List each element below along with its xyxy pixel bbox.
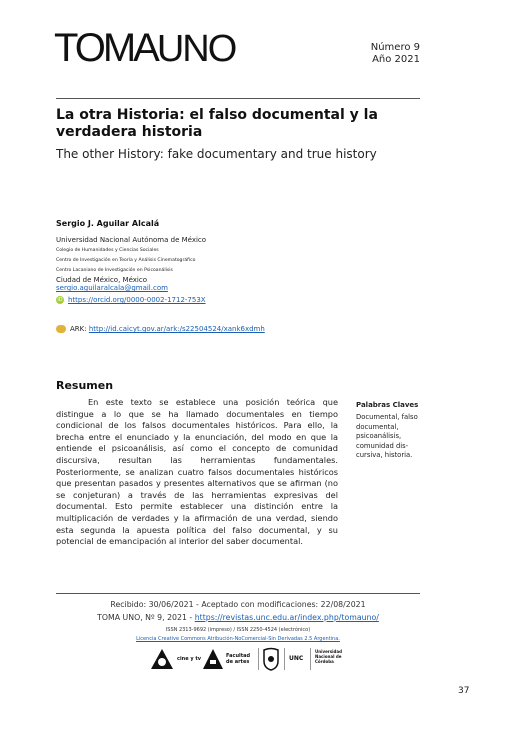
logo-artes-label: Facultad de artes bbox=[226, 653, 251, 665]
abstract-heading: Resumen bbox=[56, 379, 114, 392]
issn-line: ISSN 2313-9692 (impreso) / ISSN 2250-4524 (electrónico) bbox=[165, 627, 311, 633]
journal-logo: TOMAUNO bbox=[54, 26, 236, 70]
journal-citation: TOMA UNO, Nº 9, 2021 - https://revistas.unc.edu.ar/index.php/tomauno/ bbox=[97, 613, 379, 622]
author-affiliation-3: Centro Lacaniano de Investigación en Psicoanálisis bbox=[56, 268, 173, 273]
article-title: La otra Historia: el falso documental y la verdadera historia bbox=[56, 107, 378, 140]
footer-divider bbox=[56, 593, 420, 594]
abstract-text: En este texto se establece una posición teórica que distingue a lo que se ha llamado documentales en tiempo condicional de los falsos documentales históricos. Para ello, la brecha entre el enunciado y la enunciación, del modo en que la entiende el psicoanálisis, así como el concepto de comunidad discursiva, resultan las herramientas fundamentales. Posteriormente, se analizan cuatro falsos documentales históricos que presentan pasados y presentes alternativos que se afirman (no se conjeturan) a través de las herramientas expresivas del documental. Esto permite establecer una distinción entre la multiplicación de verdades y la afirmación de una verdad, siendo esta segunda la apuesta política del falso documental, y su potencial de emancipación al interior del saber documental. bbox=[56, 397, 338, 547]
author-affiliation-1: Colegio de Humanidades y Ciencias Sociales bbox=[56, 248, 159, 253]
header-divider bbox=[56, 98, 420, 99]
logo-separator bbox=[310, 648, 311, 670]
author-location: Ciudad de México, México bbox=[56, 276, 147, 284]
page-number: 37 bbox=[458, 686, 470, 696]
logo-cine-label: cine y tv bbox=[177, 656, 202, 662]
article-subtitle: The other History: fake documentary and true history bbox=[56, 147, 377, 161]
journal-url-link[interactable]: https://revistas.unc.edu.ar/index.php/tomauno/ bbox=[194, 613, 379, 622]
logo-unc-fullname: Universidad Nacional de Córdoba bbox=[315, 649, 342, 664]
author-affiliation-2: Centro de Investigación en Teoría y Análisis Cinematográfico bbox=[56, 258, 196, 263]
ark-link[interactable]: http://id.caicyt.gov.ar/ark:/s22504524/xank6xdmh bbox=[88, 325, 265, 333]
author-email-link[interactable]: sergio.aguilaralcala@gmail.com bbox=[56, 284, 168, 292]
artes-logo-icon bbox=[202, 648, 224, 670]
orcid-icon: iD bbox=[57, 297, 63, 303]
author-university: Universidad Nacional Autónoma de México bbox=[56, 236, 207, 244]
issue-info bbox=[371, 42, 420, 66]
ark-icon bbox=[56, 325, 66, 333]
orcid-link[interactable]: iD https://orcid.org/0000-0002-1712-753X bbox=[57, 296, 206, 304]
issue-number: Número 9 bbox=[370, 42, 420, 53]
license-link[interactable]: Licencia Creative Commons Atribución-NoComercial-Sin Derivadas 2.5 Argentina. bbox=[136, 636, 340, 642]
ark-line: ARK: http://id.caicyt.gov.ar/ark:/s22504524/xank6xdmh bbox=[56, 325, 265, 333]
keywords-heading: Palabras Claves bbox=[356, 401, 419, 409]
logo-unc-label: UNC bbox=[289, 655, 304, 662]
author-name: Sergio J. Aguilar Alcalá bbox=[56, 219, 160, 228]
logo-separator bbox=[258, 648, 259, 670]
logo-separator bbox=[284, 648, 285, 670]
institution-logos bbox=[150, 646, 360, 672]
received-dates: Recibido: 30/06/2021 - Aceptado con modificaciones: 22/08/2021 bbox=[110, 600, 366, 609]
cine-tv-logo-icon bbox=[150, 648, 174, 670]
unc-crest-icon bbox=[262, 647, 280, 671]
keywords-list: Documental, falso documental, psicoanálisis, comunidad dis-cursiva, historia. bbox=[356, 413, 418, 459]
issue-year: Año 2021 bbox=[372, 54, 420, 65]
